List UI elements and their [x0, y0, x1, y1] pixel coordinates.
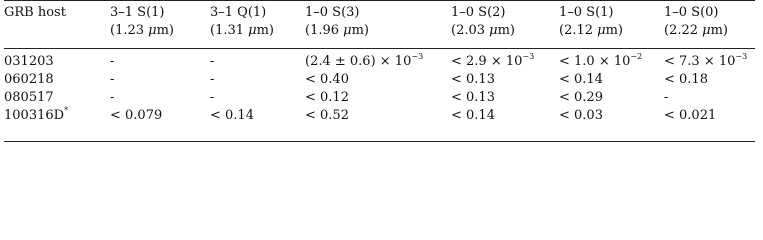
unit-mu: μ: [489, 23, 498, 38]
column-header-line2: [110, 22, 174, 40]
wavelength-prefix: (1.23: [110, 23, 149, 38]
flux-limit-cell: [664, 107, 716, 125]
flux-limit-cell: [110, 71, 114, 89]
flux-value: < 0.29: [559, 90, 603, 105]
flux-limit-cell: [210, 53, 214, 71]
column-header: [559, 4, 623, 40]
flux-value: < 0.40: [305, 72, 349, 87]
flux-value: < 7.3 × 10: [664, 54, 736, 69]
flux-limit-cell: [305, 107, 349, 125]
wavelength-prefix: (2.03: [451, 23, 490, 38]
flux-value: < 0.14: [210, 108, 254, 123]
flux-limit-cell: [559, 71, 603, 89]
flux-value: -: [210, 90, 215, 105]
flux-limit-cell: [110, 53, 114, 71]
flux-value: < 2.9 × 10: [451, 54, 523, 69]
wavelength-suffix: m): [710, 23, 729, 38]
flux-value: -: [110, 54, 115, 69]
column-header-line1: 1–0 S(1): [559, 5, 614, 20]
wavelength-prefix: (1.31: [210, 23, 249, 38]
flux-exponent: −3: [735, 51, 748, 61]
flux-limit-cell: [451, 89, 495, 107]
header-rule: [4, 48, 755, 49]
grb-host-cell: [4, 71, 54, 89]
column-header: [4, 4, 66, 22]
unit-mu: μ: [248, 23, 257, 38]
flux-value: -: [110, 90, 115, 105]
flux-value: < 1.0 × 10: [559, 54, 631, 69]
wavelength-suffix: m): [605, 23, 624, 38]
grb-host-name: 100316D: [4, 108, 65, 123]
flux-value: < 0.52: [305, 108, 349, 123]
column-header-line2: [451, 22, 515, 40]
column-header-line2: [210, 22, 274, 40]
flux-limit-cell: [559, 107, 603, 125]
flux-value: < 0.13: [451, 72, 495, 87]
column-header: [305, 4, 369, 40]
flux-limit-cell: [305, 53, 423, 71]
flux-value: < 0.12: [305, 90, 349, 105]
column-header: [110, 4, 174, 40]
flux-limit-cell: [559, 89, 603, 107]
flux-value: -: [664, 90, 669, 105]
column-header: [210, 4, 274, 40]
flux-value: < 0.03: [559, 108, 603, 123]
flux-exponent: −3: [411, 51, 424, 61]
flux-value: (2.4 ± 0.6) × 10: [305, 54, 412, 69]
flux-value: -: [210, 72, 215, 87]
wavelength-prefix: (2.22: [664, 23, 703, 38]
flux-limit-cell: [451, 53, 534, 71]
flux-value: < 0.13: [451, 90, 495, 105]
top-rule: [4, 0, 755, 1]
flux-limit-cell: [451, 107, 495, 125]
column-header: [451, 4, 515, 40]
wavelength-suffix: m): [497, 23, 516, 38]
wavelength-prefix: (2.12: [559, 23, 598, 38]
flux-value: < 0.14: [559, 72, 603, 87]
flux-limit-cell: [664, 71, 708, 89]
line-flux-table: [4, 0, 755, 144]
flux-limit-cell: [305, 71, 349, 89]
column-header-line1: 1–0 S(3): [305, 5, 360, 20]
grb-host-cell: [4, 89, 54, 107]
wavelength-suffix: m): [156, 23, 175, 38]
flux-limit-cell: [664, 89, 668, 107]
grb-host-name: 080517: [4, 90, 54, 105]
flux-limit-cell: [110, 107, 162, 125]
unit-mu: μ: [148, 23, 157, 38]
flux-exponent: −3: [522, 51, 535, 61]
column-header-line1: 3–1 Q(1): [210, 5, 267, 20]
unit-mu: μ: [702, 23, 711, 38]
flux-value: < 0.18: [664, 72, 708, 87]
unit-mu: μ: [343, 23, 352, 38]
column-header: [664, 4, 728, 40]
flux-limit-cell: [210, 107, 254, 125]
bottom-rule: [4, 141, 755, 142]
grb-host-footnote-mark: *: [64, 105, 69, 115]
flux-exponent: −2: [630, 51, 643, 61]
grb-host-cell: [4, 53, 54, 71]
column-header-line1: GRB host: [4, 5, 66, 20]
wavelength-suffix: m): [351, 23, 370, 38]
wavelength-prefix: (1.96: [305, 23, 344, 38]
column-header-line1: 1–0 S(2): [451, 5, 506, 20]
flux-limit-cell: [210, 89, 214, 107]
flux-limit-cell: [110, 89, 114, 107]
grb-host-cell: [4, 107, 68, 125]
flux-value: -: [210, 54, 215, 69]
flux-limit-cell: [451, 71, 495, 89]
wavelength-suffix: m): [256, 23, 275, 38]
flux-limit-cell: [210, 71, 214, 89]
column-header-line2: [664, 22, 728, 40]
flux-limit-cell: [664, 53, 747, 71]
flux-value: -: [110, 72, 115, 87]
flux-value: < 0.14: [451, 108, 495, 123]
flux-value: < 0.079: [110, 108, 163, 123]
grb-host-name: 060218: [4, 72, 54, 87]
column-header-line1: 3–1 S(1): [110, 5, 165, 20]
flux-value: < 0.021: [664, 108, 717, 123]
flux-limit-cell: [559, 53, 642, 71]
unit-mu: μ: [597, 23, 606, 38]
grb-host-name: 031203: [4, 54, 54, 69]
flux-limit-cell: [305, 89, 349, 107]
column-header-line2: [559, 22, 623, 40]
column-header-line2: [305, 22, 369, 40]
column-header-line1: 1–0 S(0): [664, 5, 719, 20]
